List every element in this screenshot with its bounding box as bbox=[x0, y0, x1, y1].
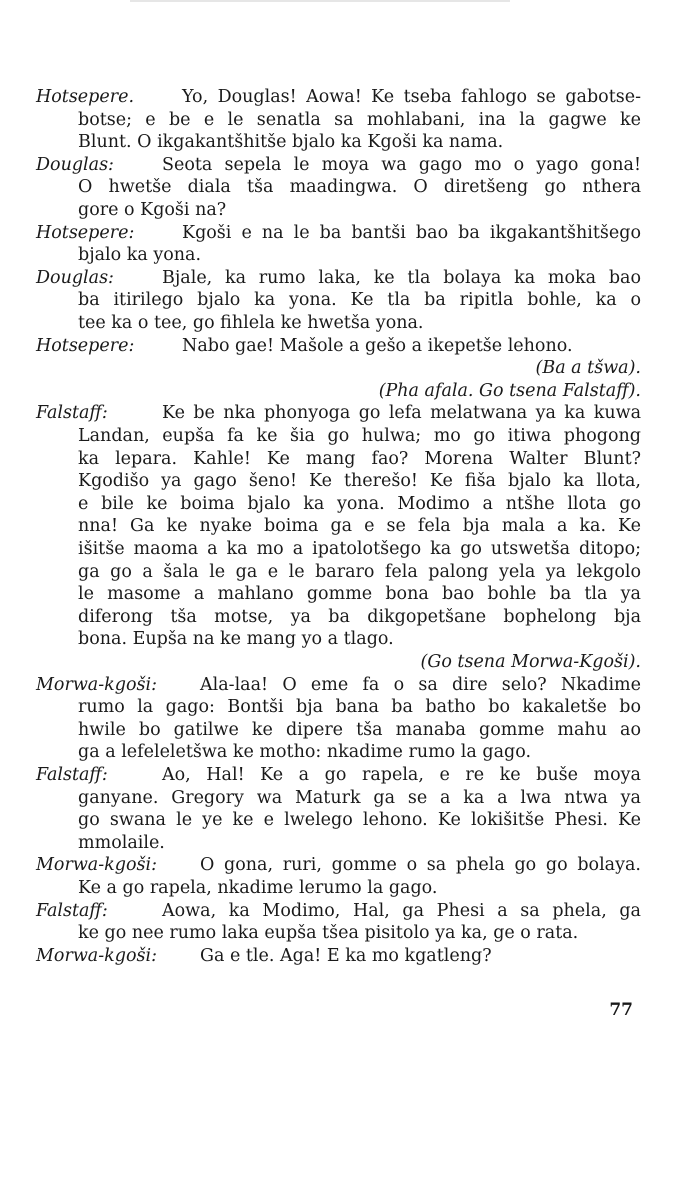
dialogue-line: rumo la gago: Bontši bja bana ba batho bo kakaletše bo bbox=[78, 697, 641, 718]
dialogue-line: Ke be nka phonyoga go lefa melatwana ya ka kuwa bbox=[162, 403, 641, 424]
speaker-name: Hotsepere: bbox=[36, 335, 135, 356]
speaker-name: Falstaff: bbox=[36, 403, 108, 424]
page-number: 77 bbox=[609, 1000, 633, 1020]
top-edge-line bbox=[130, 0, 510, 2]
dialogue-line: Ga e tle. Aga! E ka mo kgatleng? bbox=[200, 945, 492, 966]
stage-direction: (Ba a tšwa). bbox=[535, 358, 641, 379]
dialogue-line: nna! Ga ke nyake boima ga e se fela bja mala a ka. Ke bbox=[78, 516, 641, 537]
dialogue-line: ga go a šala le ga e le bararo fela palong yela ya lekgolo bbox=[78, 561, 641, 582]
speaker-name: Morwa-kgoši: bbox=[36, 674, 157, 695]
dialogue-line: Ke a go rapela, nkadime lerumo la gago. bbox=[78, 878, 438, 898]
dialogue-line: Nabo gae! Mašole a gešo a ikepetše lehono. bbox=[182, 335, 573, 356]
speaker-name: Falstaff: bbox=[36, 765, 108, 785]
dialogue-line: mmolaile. bbox=[78, 832, 165, 853]
dialogue-line: Aowa, ka Modimo, Hal, ga Phesi a sa phela, ga bbox=[162, 900, 641, 921]
speaker-name: Douglas: bbox=[36, 267, 114, 288]
dialogue-line: Landan, eupša fa ke šia go hulwa; mo go itiwa phogong bbox=[78, 426, 641, 446]
dialogue-line: ba itirilego bjalo ka yona. Ke tla ba ripitla bohle, ka o bbox=[78, 290, 641, 311]
speaker-name: Hotsepere. bbox=[36, 87, 135, 107]
speaker-name: Morwa-kgoši: bbox=[36, 945, 157, 966]
dialogue-line: Ala-laa! O eme fa o sa dire selo? Nkadime bbox=[200, 674, 641, 695]
dialogue-line: Blunt. O ikgakantšhitše bjalo ka Kgoši ka nama. bbox=[78, 132, 504, 153]
speaker-name: Douglas: bbox=[36, 154, 114, 175]
dialogue-line: Seota sepela le moya wa gago mo o yago gona! bbox=[162, 154, 641, 175]
dialogue-line: gore o Kgoši na? bbox=[78, 200, 227, 220]
dialogue-line: ka lepara. Kahle! Ke mang fao? Morena Walter Blunt? bbox=[78, 448, 641, 469]
dialogue-line: tee ka o tee, go fihlela ke hwetša yona. bbox=[78, 313, 424, 333]
dialogue-line: Yo, Douglas! Aowa! Ke tseba fahlogo se gabotse- bbox=[182, 87, 641, 107]
dialogue-line: Bjale, ka rumo laka, ke tla bolaya ka moka bao bbox=[162, 267, 641, 288]
dialogue-line: Ao, Hal! Ke a go rapela, e re ke buše moya bbox=[162, 765, 641, 785]
dialogue-line: diferong tša motse, ya ba dikgopetšane bophelong bja bbox=[78, 606, 641, 627]
dialogue-line: go swana le ye ke e lwelego lehono. Ke lokišitše Phesi. Ke bbox=[78, 810, 641, 831]
dialogue-line: ganyane. Gregory wa Maturk ga se a ka a lwa ntwa ya bbox=[78, 787, 641, 808]
dialogue-line: ke go nee rumo laka eupša tšea pisitolo ya ka, ge o rata. bbox=[78, 923, 579, 944]
dialogue-line: ga a lefeleletšwa ke motho: nkadime rumo la gago. bbox=[78, 742, 532, 763]
dialogue-line: e bile ke boima bjalo ka yona. Modimo a ntšhe llota go bbox=[78, 493, 641, 514]
dialogue-line: bjalo ka yona. bbox=[78, 245, 202, 266]
dialogue-line: Kgoši e na le ba bantši bao ba ikgakantšhitšego bbox=[182, 222, 641, 243]
dialogue-line: O hwetše diala tša maadingwa. O diretšeng go nthera bbox=[78, 177, 641, 198]
dialogue-line: Kgodišo ya gago šeno! Ke therešo! Ke fiša bjalo ka llota, bbox=[78, 471, 641, 492]
dialogue-line: bona. Eupša na ke mang yo a tlago. bbox=[78, 629, 394, 650]
speaker-name: Falstaff: bbox=[36, 900, 108, 921]
dialogue-line: botse; e be e le senatla sa mohlabani, ina la gagwe ke bbox=[78, 109, 641, 130]
stage-direction: (Go tsena Morwa-Kgoši). bbox=[420, 652, 641, 672]
dialogue-line: O gona, ruri, gomme o sa phela go go bolaya. bbox=[200, 855, 641, 876]
dialogue-line: le masome a mahlano gomme bona bao bohle ba tla ya bbox=[78, 584, 641, 605]
stage-direction: (Pha afala. Go tsena Falstaff). bbox=[378, 380, 641, 401]
dialogue-line: išitše maoma a ka mo a ipatolotšego ka go utswetša ditopo; bbox=[78, 539, 641, 559]
speaker-name: Hotsepere: bbox=[36, 222, 135, 243]
dialogue-line: hwile bo gatilwe ke dipere tša manaba gomme mahu ao bbox=[78, 719, 641, 740]
speaker-name: Morwa-kgoši: bbox=[36, 855, 157, 876]
